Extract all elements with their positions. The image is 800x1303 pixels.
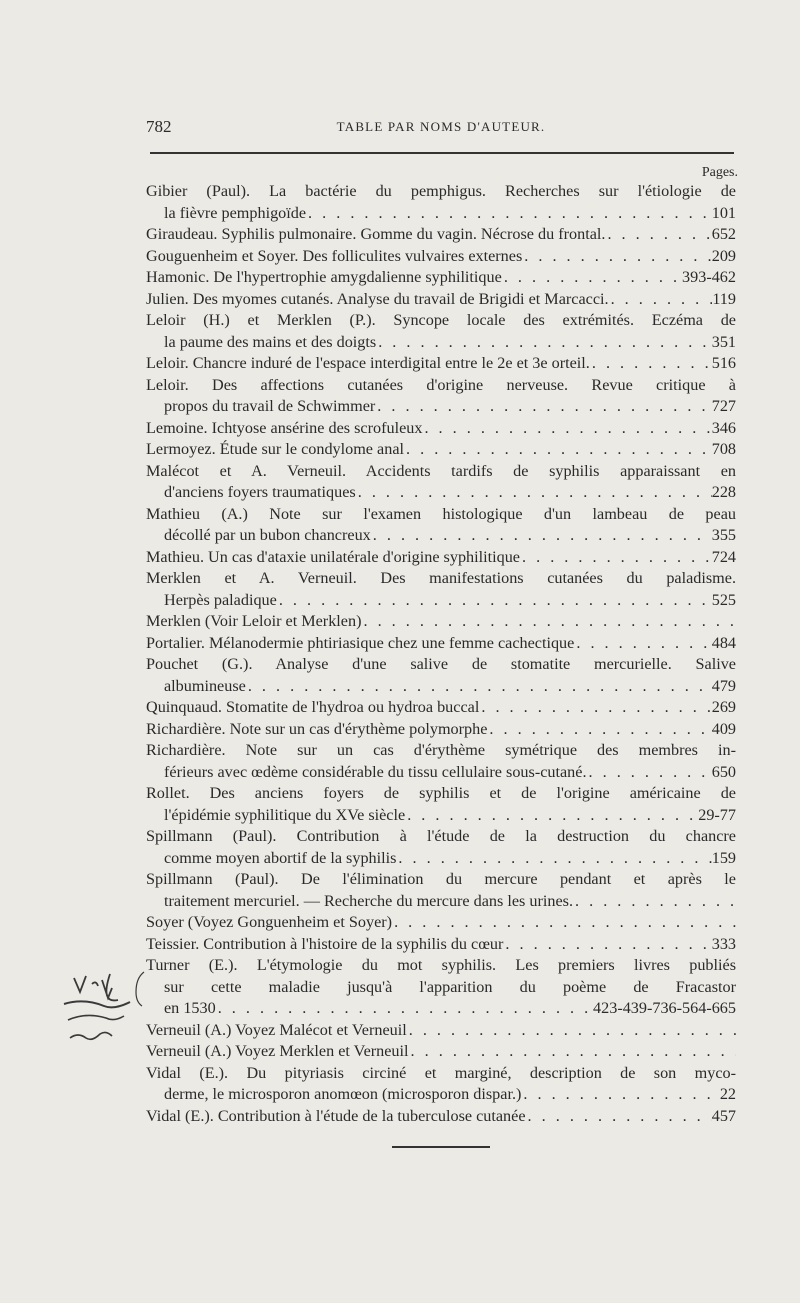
pages-column-label: Pages. bbox=[701, 165, 738, 180]
entry-text: Soyer (Voyez Gonguenheim et Soyer) bbox=[146, 913, 393, 931]
dot-leader bbox=[605, 224, 711, 246]
entry-continuation-line bbox=[146, 848, 736, 870]
entry-continuation-line bbox=[146, 998, 736, 1020]
index-entry bbox=[146, 1020, 736, 1042]
entry-continuation-line bbox=[146, 805, 736, 827]
entry-text: décollé par un bubon chancreux bbox=[164, 526, 371, 544]
entry-text: la fièvre pemphigoïde bbox=[164, 203, 307, 222]
entry-line bbox=[146, 934, 736, 956]
entry-line bbox=[146, 869, 736, 891]
entry-line bbox=[146, 547, 736, 569]
entry-continuation-line bbox=[146, 332, 736, 354]
dot-leader bbox=[522, 246, 711, 268]
entry-line bbox=[146, 353, 736, 375]
entry-text: Lermoyez. Étude sur le condylome anal bbox=[146, 440, 405, 458]
entry-text: Turner (E.). L'étymologie du mot syphilis. Les premiers livres publiés bbox=[146, 956, 736, 974]
entry-text: Mathieu. Un cas d'ataxie unilatérale d'origine syphilitique bbox=[146, 547, 520, 566]
index-entry bbox=[146, 246, 736, 268]
entry-line bbox=[146, 955, 736, 977]
dot-leader bbox=[306, 203, 712, 225]
dot-leader bbox=[404, 439, 712, 461]
entry-line bbox=[146, 375, 736, 397]
index-entry bbox=[146, 461, 736, 504]
dot-leader bbox=[277, 590, 712, 612]
entry-line bbox=[146, 697, 736, 719]
entry-text: d'anciens foyers traumatiques bbox=[164, 483, 356, 501]
entry-continuation-line bbox=[146, 396, 736, 418]
entry-continuation-line bbox=[146, 676, 736, 698]
entry-page-number: 423-439-736-564-665 bbox=[593, 999, 736, 1017]
dot-leader bbox=[573, 891, 736, 913]
entry-page-number: 228 bbox=[711, 483, 736, 501]
dot-leader bbox=[503, 934, 711, 956]
entry-text: Spillmann (Paul). De l'élimination du mercure pendant et après le bbox=[146, 870, 736, 888]
entry-page-number: 269 bbox=[711, 698, 736, 716]
index-entry bbox=[146, 826, 736, 869]
dot-leader bbox=[422, 418, 711, 440]
entry-line bbox=[146, 1020, 736, 1042]
entry-line bbox=[146, 267, 736, 289]
entry-text: Verneuil (A.) Voyez Malécot et Verneuil bbox=[146, 1020, 407, 1039]
entry-text: en 1530 bbox=[164, 999, 216, 1017]
dot-leader bbox=[587, 762, 712, 784]
dot-leader bbox=[502, 267, 682, 289]
dot-leader bbox=[375, 396, 711, 418]
entry-line bbox=[146, 568, 736, 590]
entry-line bbox=[146, 826, 736, 848]
entry-line bbox=[146, 783, 736, 805]
entry-text: l'épidémie syphilitique du XVe siècle bbox=[164, 805, 406, 824]
index-entry bbox=[146, 1106, 736, 1128]
entry-page-number: 724 bbox=[711, 547, 736, 566]
index-entry bbox=[146, 547, 736, 569]
entry-text: derme, le microsporon anomœon (microsporon dispar.) bbox=[164, 1085, 522, 1103]
entry-page-number: 333 bbox=[711, 934, 736, 953]
handwritten-margin-note bbox=[62, 968, 148, 1052]
dot-leader bbox=[487, 719, 711, 741]
entry-page-number: 29-77 bbox=[698, 805, 736, 824]
entry-page-number: 209 bbox=[711, 246, 736, 265]
entry-line bbox=[146, 1041, 736, 1063]
dot-leader bbox=[361, 611, 736, 633]
entry-line bbox=[146, 181, 736, 203]
dot-leader bbox=[590, 353, 712, 375]
index-entry bbox=[146, 783, 736, 826]
entry-page-number: 101 bbox=[711, 203, 736, 222]
index-entry bbox=[146, 289, 736, 311]
entry-text: Mathieu (A.) Note sur l'examen histologique d'un lambeau de peau bbox=[146, 504, 736, 523]
entry-line bbox=[146, 418, 736, 440]
index-entry bbox=[146, 568, 736, 611]
dot-leader bbox=[392, 912, 736, 934]
index-entry bbox=[146, 224, 736, 246]
dot-leader bbox=[574, 633, 711, 655]
author-index-list bbox=[146, 181, 736, 1127]
entry-page-number: 393-462 bbox=[682, 268, 736, 286]
index-entry bbox=[146, 267, 736, 289]
entry-page-number: 355 bbox=[711, 526, 736, 544]
entry-text: Leloir (H.) et Merklen (P.). Syncope locale des extrémités. Eczéma de bbox=[146, 311, 736, 329]
index-entry bbox=[146, 181, 736, 224]
dot-leader bbox=[216, 998, 593, 1020]
entry-text: Hamonic. De l'hypertrophie amygdalienne syphilitique bbox=[146, 268, 502, 286]
dot-leader bbox=[526, 1106, 712, 1128]
index-entry bbox=[146, 869, 736, 912]
entry-text: Verneuil (A.) Voyez Merklen et Verneuil bbox=[146, 1042, 409, 1060]
entry-text: Portalier. Mélanodermie phtiriasique chez une femme cachectique bbox=[146, 633, 575, 652]
entry-page-number: 457 bbox=[711, 1106, 736, 1125]
entry-page-number: 516 bbox=[711, 354, 736, 372]
dot-leader bbox=[376, 332, 712, 354]
entry-page-number: 351 bbox=[711, 332, 736, 351]
entry-line bbox=[146, 719, 736, 741]
entry-page-number: 652 bbox=[711, 225, 736, 243]
entry-text: Merklen et A. Verneuil. Des manifestations cutanées du paladisme. bbox=[146, 569, 736, 587]
page-header bbox=[146, 117, 736, 141]
dot-leader bbox=[407, 1020, 736, 1042]
dot-leader bbox=[246, 676, 712, 698]
index-entry bbox=[146, 439, 736, 461]
entry-text: propos du travail de Schwimmer bbox=[164, 397, 376, 415]
dot-leader bbox=[371, 525, 712, 547]
entry-page-number: 22 bbox=[719, 1085, 736, 1103]
entry-line bbox=[146, 611, 736, 633]
entry-line bbox=[146, 633, 736, 655]
entry-page-number: 708 bbox=[711, 440, 736, 458]
entry-text: férieurs avec œdème considérable du tissu cellulaire sous-cutané. bbox=[164, 762, 587, 781]
index-entry bbox=[146, 719, 736, 741]
entry-line bbox=[146, 246, 736, 268]
index-entry bbox=[146, 418, 736, 440]
entry-text: Giraudeau. Syphilis pulmonaire. Gomme du vagin. Nécrose du frontal. bbox=[146, 225, 606, 243]
entry-line bbox=[146, 461, 736, 483]
entry-line bbox=[146, 1063, 736, 1085]
entry-text: Merklen (Voir Leloir et Merklen) bbox=[146, 612, 362, 630]
entry-line bbox=[146, 912, 736, 934]
entry-continuation-line bbox=[146, 203, 736, 225]
entry-text: Gouguenheim et Soyer. Des folliculites vulvaires externes bbox=[146, 246, 523, 265]
index-entry bbox=[146, 611, 736, 633]
dot-leader bbox=[609, 289, 713, 311]
entry-line bbox=[146, 654, 736, 676]
index-entry bbox=[146, 375, 736, 418]
entry-line bbox=[146, 504, 736, 526]
index-entry bbox=[146, 353, 736, 375]
index-entry bbox=[146, 654, 736, 697]
entry-line bbox=[146, 289, 736, 311]
entry-text: albumineuse bbox=[164, 676, 246, 695]
entry-page-number: 409 bbox=[711, 719, 736, 738]
entry-text: Leloir. Chancre induré de l'espace interdigital entre le 2e et 3e orteil. bbox=[146, 354, 590, 372]
entry-continuation-line bbox=[146, 525, 736, 547]
entry-text: Vidal (E.). Du pityriasis circiné et marginé, description de son myco- bbox=[146, 1063, 736, 1082]
dot-leader bbox=[396, 848, 711, 870]
entry-text: Spillmann (Paul). Contribution à l'étude de la destruction du chancre bbox=[146, 827, 736, 845]
index-entry bbox=[146, 633, 736, 655]
entry-line bbox=[146, 224, 736, 246]
dot-leader bbox=[356, 482, 712, 504]
entry-text: Gibier (Paul). La bactérie du pemphigus. Recherches sur l'étiologie de bbox=[146, 182, 736, 200]
index-entry bbox=[146, 1041, 736, 1063]
entry-text: Rollet. Des anciens foyers de syphilis et de l'origine américaine de bbox=[146, 784, 736, 802]
entry-text: Quinquaud. Stomatite de l'hydroa ou hydroa buccal bbox=[146, 698, 480, 716]
entry-text: sur cette maladie jusqu'à l'apparition du poème de Fracastor bbox=[164, 977, 736, 996]
entry-page-number: 650 bbox=[711, 762, 736, 781]
entry-line bbox=[146, 439, 736, 461]
entry-continuation-line bbox=[146, 891, 736, 913]
entry-text: traitement mercuriel. — Recherche du mercure dans les urines. bbox=[164, 891, 574, 910]
entry-continuation-line bbox=[146, 977, 736, 999]
index-entry bbox=[146, 955, 736, 1020]
index-entry bbox=[146, 740, 736, 783]
entry-text: la paume des mains et des doigts bbox=[164, 332, 377, 351]
dot-leader bbox=[479, 697, 711, 719]
index-entry bbox=[146, 310, 736, 353]
entry-text: Herpès paladique bbox=[164, 590, 277, 609]
page-number: 782 bbox=[146, 117, 172, 136]
header-rule bbox=[150, 152, 734, 154]
entry-text: Leloir. Des affections cutanées d'origine nerveuse. Revue critique à bbox=[146, 375, 736, 394]
entry-line bbox=[146, 310, 736, 332]
entry-text: Richardière. Note sur un cas d'érythème symétrique des membres in- bbox=[146, 741, 736, 759]
footer-rule bbox=[392, 1146, 490, 1148]
entry-page-number: 479 bbox=[711, 676, 736, 695]
entry-page-number: 119 bbox=[712, 289, 736, 308]
dot-leader bbox=[405, 805, 698, 827]
entry-text: Vidal (E.). Contribution à l'étude de la tuberculose cutanée bbox=[146, 1106, 526, 1125]
entry-page-number: 159 bbox=[711, 848, 736, 867]
running-title: TABLE PAR NOMS D'AUTEUR. bbox=[336, 119, 546, 134]
entry-text: Lemoine. Ichtyose ansérine des scrofuleux bbox=[146, 418, 423, 437]
entry-continuation-line bbox=[146, 590, 736, 612]
entry-text: Julien. Des myomes cutanés. Analyse du travail de Brigidi et Marcacci. bbox=[146, 289, 609, 308]
index-entry bbox=[146, 912, 736, 934]
index-entry bbox=[146, 504, 736, 547]
entry-continuation-line bbox=[146, 1084, 736, 1106]
entry-text: Richardière. Note sur un cas d'érythème polymorphe bbox=[146, 719, 488, 738]
entry-text: comme moyen abortif de la syphilis bbox=[164, 848, 397, 867]
entry-continuation-line bbox=[146, 482, 736, 504]
index-entry bbox=[146, 697, 736, 719]
entry-page-number: 525 bbox=[711, 590, 736, 609]
entry-text: Pouchet (G.). Analyse d'une salive de stomatite mercurielle. Salive bbox=[146, 655, 736, 673]
entry-page-number: 727 bbox=[711, 397, 736, 415]
entry-line bbox=[146, 1106, 736, 1128]
entry-page-number: 484 bbox=[711, 633, 736, 652]
index-entry bbox=[146, 1063, 736, 1106]
entry-text: Malécot et A. Verneuil. Accidents tardifs de syphilis apparaissant en bbox=[146, 461, 736, 480]
entry-line bbox=[146, 740, 736, 762]
entry-continuation-line bbox=[146, 762, 736, 784]
entry-text: Teissier. Contribution à l'histoire de la syphilis du cœur bbox=[146, 934, 504, 953]
index-entry bbox=[146, 934, 736, 956]
entry-page-number: 346 bbox=[711, 418, 736, 437]
dot-leader bbox=[409, 1041, 736, 1063]
dot-leader bbox=[520, 547, 712, 569]
dot-leader bbox=[521, 1084, 719, 1106]
